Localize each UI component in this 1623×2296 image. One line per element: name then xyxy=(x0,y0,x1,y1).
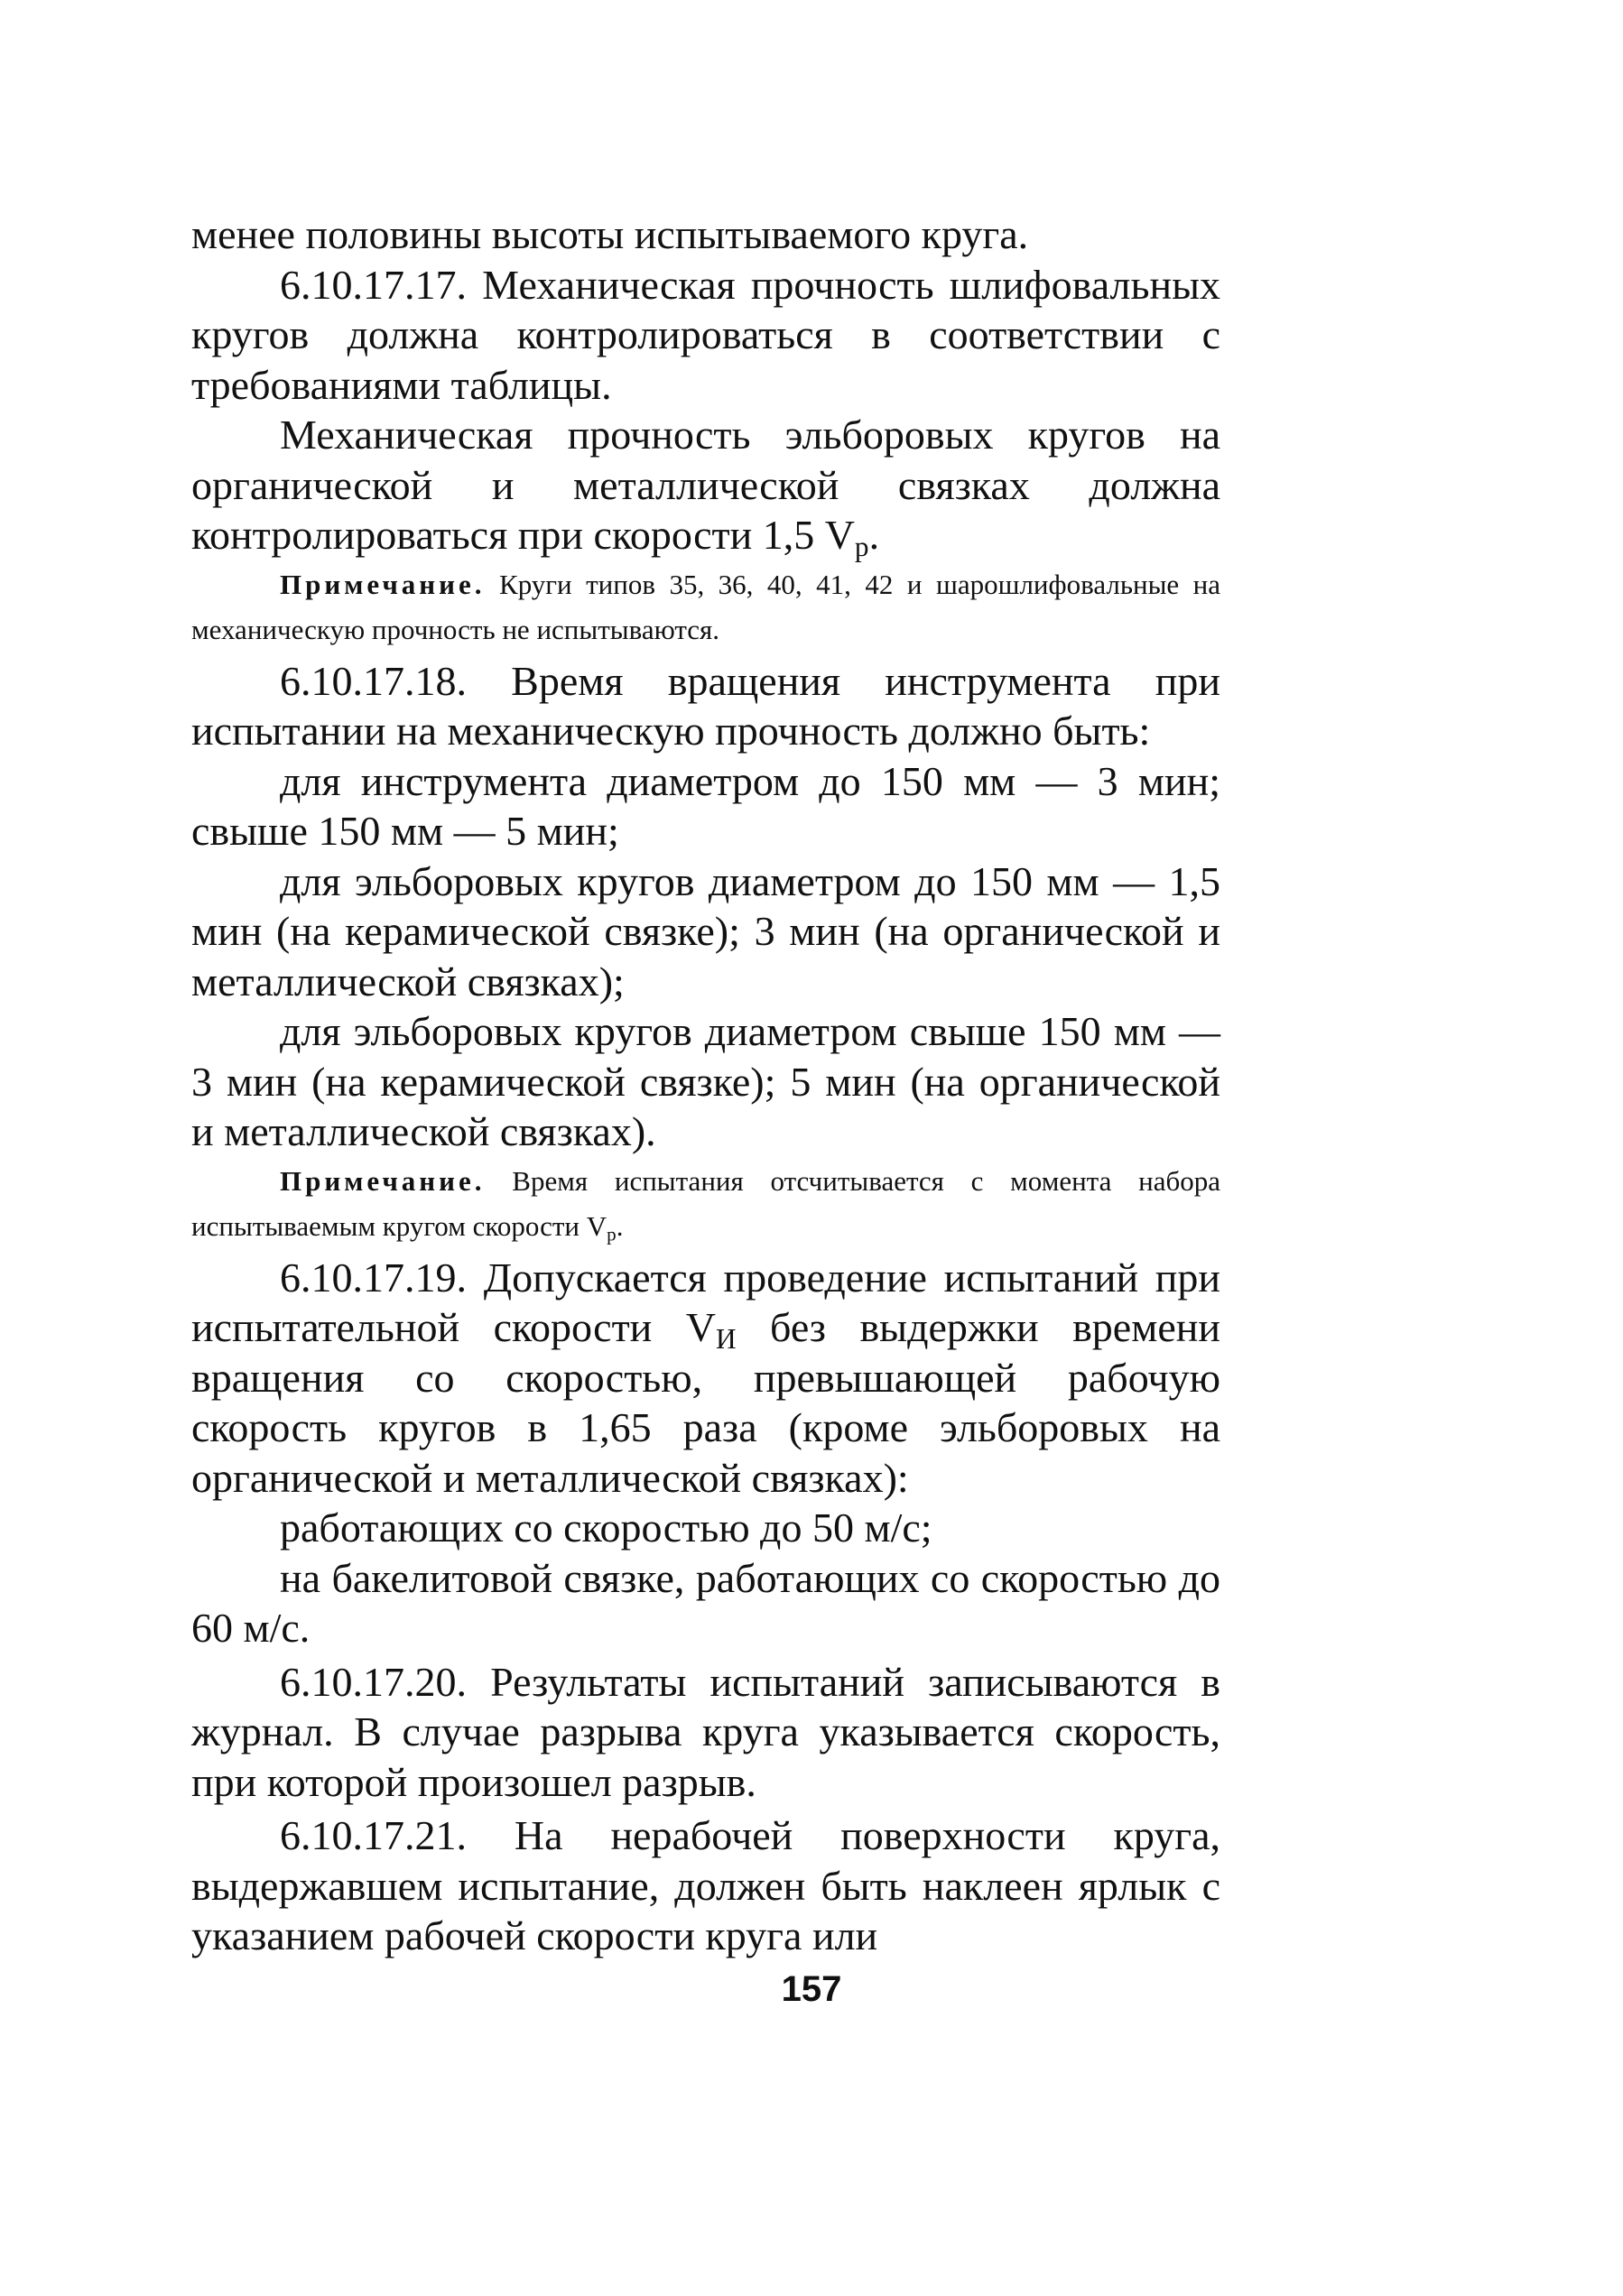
note-2 xyxy=(191,1159,1220,1249)
paragraph-continuation: менее половины высоты испытываемого круга. xyxy=(191,211,1029,257)
paragraph-text: 6.10.17.19. Допускается проведение испытаний при испытательной скорости V xyxy=(191,1254,1220,1350)
paragraph-6-10-17-21: 6.10.17.21. На нерабочей поверхности круга, выдержавшем испытание, должен быть наклеен ярлык с указанием рабочей скорости круга или xyxy=(191,1812,1220,1958)
note-end: . xyxy=(616,1209,624,1242)
paragraph-6-10-17-17: 6.10.17.17. Механическая прочность шлифовальных кругов должна контролироваться в соответствии с требованиями таблицы. xyxy=(191,261,1220,408)
list-item-tool-diameter: для инструмента диаметром до 150 мм — 3 мин; свыше 150 мм — 5 мин; xyxy=(191,757,1220,854)
paragraph-6-10-17-20: 6.10.17.20. Результаты испытаний записываются в журнал. В случае разрыва круга указывается скорость, при которой произошел разрыв. xyxy=(191,1658,1220,1805)
paragraph-elbor-strength xyxy=(191,410,1220,560)
note-label: Примечание. xyxy=(280,568,486,600)
paragraph-6-10-17-19 xyxy=(191,1253,1220,1504)
subscript-r: р xyxy=(854,530,869,562)
list-item-speed-50: работающих со скоростью до 50 м/с; xyxy=(280,1504,932,1551)
note-label: Примечание. xyxy=(280,1164,486,1197)
page-number: 157 xyxy=(781,1969,842,2009)
list-item-elbor-over-150: для эльборовых кругов диаметром свыше 150 мм — 3 мин (на керамической связке); 5 мин (на органической и металлической связках). xyxy=(191,1008,1220,1154)
subscript-r: р xyxy=(607,1222,617,1245)
list-item-bakelite: на бакелитовой связке, работающих со скоростью до 60 м/с. xyxy=(191,1554,1220,1651)
paragraph-text-cont: без выдержки времени вращения со скоростью, превышающей рабочую скорость кругов в 1,65 раза (кроме эльборовых на органической и металлической связках): xyxy=(191,1304,1220,1501)
paragraph-end: . xyxy=(868,512,880,558)
subscript-i: И xyxy=(715,1322,737,1355)
list-item-elbor-up-to-150: для эльборовых кругов диаметром до 150 мм — 1,5 мин (на керамической связке); 3 мин (на органической и металлической связках); xyxy=(191,857,1220,1004)
note-1 xyxy=(191,562,1220,653)
body-text xyxy=(191,209,1220,1961)
note-text: Круги типов 35, 36, 40, 41, 42 и шарошлифовальные на механическую прочность не испытываются. xyxy=(191,568,1220,645)
note-text: Время испытания отсчитывается с момента набора испытываемым кругом скорости V xyxy=(191,1164,1220,1242)
paragraph-text: Механическая прочность эльборовых кругов на органической и металлической связках должна контролироваться при скорости 1,5 V xyxy=(191,412,1220,558)
paragraph-6-10-17-18: 6.10.17.18. Время вращения инструмента при испытании на механическую прочность должно быть: xyxy=(191,657,1220,754)
